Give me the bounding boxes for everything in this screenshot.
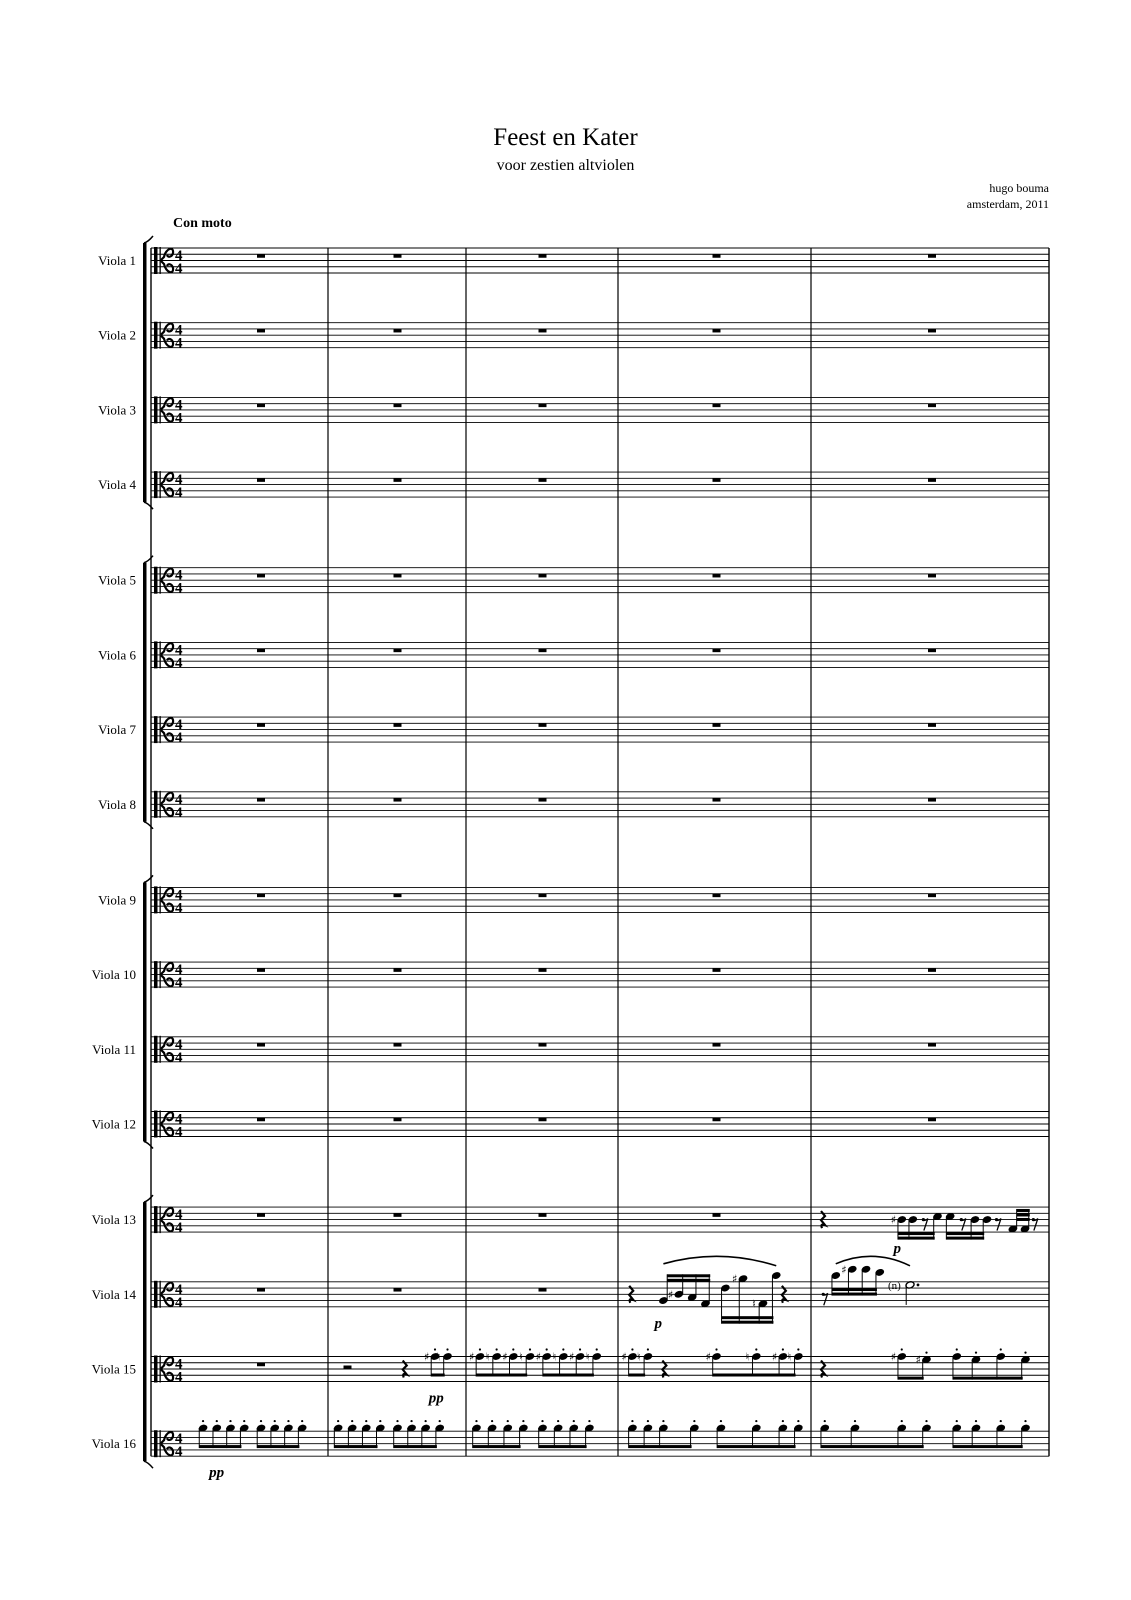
beam xyxy=(1017,1218,1030,1221)
alto-clef-thin-bar xyxy=(160,567,161,594)
rest-dot xyxy=(922,1218,925,1221)
staff-label: Viola 11 xyxy=(92,1041,136,1057)
whole-rest xyxy=(257,798,265,802)
time-signature-top: 4 xyxy=(175,322,183,339)
staccato-dot xyxy=(662,1420,664,1422)
staccato-dot xyxy=(351,1420,353,1422)
staccato-dot xyxy=(596,1348,598,1350)
composer-name: hugo bouma xyxy=(989,181,1049,195)
alto-clef-thick-bar xyxy=(154,1036,158,1063)
beam xyxy=(832,1293,877,1296)
staccato-dot xyxy=(365,1420,367,1422)
alto-clef-thick-bar xyxy=(154,791,158,818)
beam xyxy=(629,1445,692,1448)
time-signature-bottom: 4 xyxy=(175,900,183,917)
accidental-natural-icon: ♮ xyxy=(585,1350,590,1364)
staccato-dot xyxy=(647,1348,649,1350)
staff-label: Viola 5 xyxy=(98,572,136,588)
time-signature-top: 4 xyxy=(175,397,183,414)
time-signature-bottom: 4 xyxy=(175,485,183,502)
staff-label: Viola 12 xyxy=(91,1116,136,1132)
time-signature-top: 4 xyxy=(175,567,183,584)
whole-rest xyxy=(257,894,265,898)
whole-rest xyxy=(928,1118,936,1122)
whole-rest xyxy=(928,329,936,333)
whole-rest xyxy=(539,1043,547,1047)
whole-rest xyxy=(928,478,936,482)
whole-rest xyxy=(394,404,402,408)
accidental-sharp-icon: ♯ xyxy=(621,1350,627,1364)
alto-clef-thin-bar xyxy=(160,1281,161,1308)
accidental-sharp-icon: ♯ xyxy=(502,1350,508,1364)
beam xyxy=(898,1232,935,1235)
whole-rest xyxy=(928,723,936,727)
staff-label: Viola 10 xyxy=(91,967,136,983)
time-signature-top: 4 xyxy=(175,1356,183,1373)
whole-rest xyxy=(257,723,265,727)
accidental-sharp-icon: ♯ xyxy=(890,1350,897,1364)
beam xyxy=(722,1321,774,1324)
staccato-dot xyxy=(797,1420,799,1422)
whole-rest xyxy=(713,478,721,482)
staff-label: Viola 13 xyxy=(91,1212,136,1228)
beam xyxy=(431,1374,445,1377)
time-signature-bottom: 4 xyxy=(175,261,183,277)
whole-rest xyxy=(713,968,721,972)
staccato-dot xyxy=(479,1348,481,1350)
accidental-natural-icon: ♮ xyxy=(518,1350,523,1364)
whole-rest xyxy=(394,894,402,898)
time-signature-bottom: 4 xyxy=(175,335,183,352)
staccato-dot xyxy=(410,1420,412,1422)
whole-rest xyxy=(713,404,721,408)
staccato-dot xyxy=(274,1420,276,1422)
staccato-dot xyxy=(379,1420,381,1422)
whole-rest xyxy=(713,723,721,727)
accidental-natural-icon: ♮ xyxy=(552,1350,557,1364)
staccato-dot xyxy=(496,1348,498,1350)
whole-rest xyxy=(539,478,547,482)
alto-clef-thick-bar xyxy=(154,1430,158,1457)
score-title: Feest en Kater xyxy=(493,124,638,151)
alto-clef-thin-bar xyxy=(160,791,161,818)
whole-rest xyxy=(394,1213,402,1217)
staff-label: Viola 14 xyxy=(91,1286,136,1302)
staccato-dot xyxy=(1000,1420,1002,1422)
whole-rest xyxy=(394,574,402,578)
alto-clef-thick-bar xyxy=(154,641,158,668)
beam xyxy=(898,1377,924,1380)
time-signature-bottom: 4 xyxy=(175,580,183,597)
beam xyxy=(946,1232,984,1235)
alto-clef-thick-bar xyxy=(154,396,158,423)
whole-rest xyxy=(539,1288,547,1292)
staccato-dot xyxy=(901,1348,903,1350)
time-signature-top: 4 xyxy=(175,962,183,979)
staccato-dot xyxy=(512,1348,514,1350)
staccato-dot xyxy=(396,1420,398,1422)
whole-rest xyxy=(394,329,402,333)
beam xyxy=(667,1279,710,1282)
beam xyxy=(199,1445,241,1448)
staccato-dot xyxy=(975,1352,977,1354)
whole-rest xyxy=(539,798,547,802)
time-signature-bottom: 4 xyxy=(175,1294,183,1311)
staccato-dot xyxy=(287,1420,289,1422)
staccato-dot xyxy=(541,1420,543,1422)
whole-rest xyxy=(539,574,547,578)
staff-label: Viola 7 xyxy=(98,722,136,738)
staccato-dot xyxy=(720,1420,722,1422)
slur xyxy=(663,1256,776,1266)
group-bracket xyxy=(143,882,147,1141)
bracket-bottom-curl xyxy=(144,1461,153,1468)
accidental-sharp-icon: ♯ xyxy=(732,1272,738,1286)
dynamic-marking: p xyxy=(654,1315,663,1332)
staccato-dot xyxy=(229,1420,231,1422)
cautionary-natural-accidental: (n) xyxy=(888,1279,901,1292)
staccato-dot xyxy=(425,1420,427,1422)
accidental-sharp-icon: ♯ xyxy=(468,1350,475,1364)
staccato-dot xyxy=(647,1420,649,1422)
whole-rest xyxy=(257,1118,265,1122)
time-signature-top: 4 xyxy=(175,1111,183,1128)
whole-rest xyxy=(394,798,402,802)
slur xyxy=(836,1256,910,1266)
accidental-sharp-icon: ♯ xyxy=(569,1350,575,1364)
staccato-dot xyxy=(1024,1420,1026,1422)
accidental-natural-icon: ♮ xyxy=(485,1350,490,1364)
time-signature-bottom: 4 xyxy=(175,1444,183,1461)
accidental-natural-icon: ♮ xyxy=(636,1350,641,1364)
alto-clef-thick-bar xyxy=(154,1281,158,1308)
whole-rest xyxy=(257,1288,265,1292)
whole-rest xyxy=(539,404,547,408)
whole-rest xyxy=(394,1288,402,1292)
staccato-dot xyxy=(925,1420,927,1422)
alto-clef-thin-bar xyxy=(160,961,161,988)
group-bracket xyxy=(143,243,147,502)
staccato-dot xyxy=(901,1420,903,1422)
staff-label: Viola 3 xyxy=(98,402,136,418)
time-signature-bottom: 4 xyxy=(175,1124,183,1141)
time-signature-bottom: 4 xyxy=(175,804,183,821)
accidental-sharp-icon: ♯ xyxy=(841,1263,847,1277)
alto-clef-thick-bar xyxy=(154,961,158,988)
staccato-dot xyxy=(243,1420,245,1422)
beam xyxy=(473,1445,521,1448)
score-subtitle: voor zestien altviolen xyxy=(496,157,635,174)
accidental-sharp-icon: ♯ xyxy=(771,1350,778,1364)
whole-rest xyxy=(257,1363,265,1367)
accidental-natural-icon: ♮ xyxy=(745,1350,750,1364)
whole-rest xyxy=(257,478,265,482)
accidental-natural-icon: ♮ xyxy=(787,1350,792,1364)
whole-rest xyxy=(713,329,721,333)
rest-dot xyxy=(822,1293,825,1296)
dynamic-marking: pp xyxy=(428,1390,444,1407)
time-signature-top: 4 xyxy=(175,642,183,659)
staccato-dot xyxy=(202,1420,204,1422)
whole-rest xyxy=(928,798,936,802)
beam xyxy=(543,1374,594,1377)
whole-rest xyxy=(394,1118,402,1122)
whole-rest xyxy=(394,1043,402,1047)
whole-rest xyxy=(928,1043,936,1047)
alto-clef-thin-bar xyxy=(160,716,161,743)
staccato-dot xyxy=(715,1348,717,1350)
augmentation-dot xyxy=(917,1284,920,1287)
whole-rest xyxy=(394,723,402,727)
staccato-dot xyxy=(491,1420,493,1422)
dynamic-marking: pp xyxy=(209,1465,225,1482)
staccato-dot xyxy=(557,1420,559,1422)
whole-rest xyxy=(928,649,936,653)
time-signature-bottom: 4 xyxy=(175,730,183,747)
alto-clef-thin-bar xyxy=(160,1206,161,1233)
rest-dot xyxy=(960,1218,963,1221)
staccato-dot xyxy=(797,1348,799,1350)
staccato-dot xyxy=(1024,1352,1026,1354)
beam xyxy=(953,1445,1023,1448)
staccato-dot xyxy=(755,1348,757,1350)
whole-rest xyxy=(928,968,936,972)
alto-clef-thin-bar xyxy=(160,471,161,498)
time-signature-bottom: 4 xyxy=(175,975,183,992)
whole-rest xyxy=(928,254,936,258)
staccato-dot xyxy=(562,1348,564,1350)
staccato-dot xyxy=(446,1348,448,1350)
accidental-natural-icon: ♮ xyxy=(751,1297,756,1311)
time-signature-bottom: 4 xyxy=(175,410,183,427)
time-signature-top: 4 xyxy=(175,717,183,734)
staff-label: Viola 1 xyxy=(98,253,136,268)
beam xyxy=(898,1237,935,1240)
staccato-dot xyxy=(631,1348,633,1350)
whole-rest xyxy=(713,1118,721,1122)
time-signature-top: 4 xyxy=(175,1207,183,1224)
whole-rest xyxy=(257,1043,265,1047)
alto-clef-thin-bar xyxy=(160,1430,161,1457)
alto-clef-thin-bar xyxy=(160,1036,161,1063)
staccato-dot xyxy=(522,1420,524,1422)
beam xyxy=(713,1374,796,1377)
accidental-sharp-icon: ♯ xyxy=(424,1350,430,1364)
accidental-sharp-icon: ♯ xyxy=(667,1288,674,1302)
staccato-dot xyxy=(824,1420,826,1422)
whole-rest xyxy=(257,254,265,258)
beam xyxy=(1017,1209,1030,1212)
beam xyxy=(476,1374,527,1377)
whole-rest xyxy=(257,968,265,972)
whole-rest xyxy=(539,329,547,333)
staccato-dot xyxy=(854,1420,856,1422)
staccato-dot xyxy=(529,1348,531,1350)
whole-rest xyxy=(713,894,721,898)
alto-clef-thin-bar xyxy=(160,1111,161,1138)
dynamic-marking: p xyxy=(893,1241,901,1258)
accidental-sharp-icon: ♯ xyxy=(890,1213,897,1227)
staccato-dot xyxy=(573,1420,575,1422)
alto-clef-thin-bar xyxy=(160,247,161,274)
whole-rest xyxy=(713,254,721,258)
staccato-dot xyxy=(475,1420,477,1422)
staff-label: Viola 6 xyxy=(98,647,136,663)
whole-rest xyxy=(257,574,265,578)
alto-clef-thick-bar xyxy=(154,716,158,743)
accidental-sharp-icon: ♯ xyxy=(535,1350,541,1364)
beam xyxy=(539,1445,587,1448)
staccato-dot xyxy=(693,1420,695,1422)
whole-rest xyxy=(394,478,402,482)
staccato-dot xyxy=(301,1420,303,1422)
whole-rest xyxy=(713,1213,721,1217)
staccato-dot xyxy=(1000,1348,1002,1350)
beam xyxy=(334,1445,377,1448)
alto-clef-thin-bar xyxy=(160,641,161,668)
time-signature-bottom: 4 xyxy=(175,1049,183,1066)
whole-rest xyxy=(257,329,265,333)
time-signature-top: 4 xyxy=(175,791,183,808)
staff-label: Viola 4 xyxy=(98,477,136,493)
staccato-dot xyxy=(925,1352,927,1354)
whole-rest xyxy=(713,649,721,653)
alto-clef-thin-bar xyxy=(160,322,161,349)
whole-rest xyxy=(539,894,547,898)
place-and-date: amsterdam, 2011 xyxy=(966,197,1049,211)
time-signature-top: 4 xyxy=(175,472,183,489)
whole-rest xyxy=(539,723,547,727)
staff-label: Viola 9 xyxy=(98,892,136,908)
staccato-dot xyxy=(546,1348,548,1350)
beam xyxy=(1017,1213,1030,1216)
beam xyxy=(394,1445,437,1448)
alto-clef-thick-bar xyxy=(154,471,158,498)
whole-rest xyxy=(713,798,721,802)
time-signature-top: 4 xyxy=(175,1431,183,1448)
whole-rest xyxy=(928,894,936,898)
whole-rest xyxy=(928,574,936,578)
whole-rest xyxy=(257,404,265,408)
staccato-dot xyxy=(782,1420,784,1422)
staccato-dot xyxy=(956,1420,958,1422)
alto-clef-thick-bar xyxy=(154,1111,158,1138)
time-signature-bottom: 4 xyxy=(175,1220,183,1237)
staff-label: Viola 16 xyxy=(91,1436,136,1452)
staccato-dot xyxy=(975,1420,977,1422)
accidental-sharp-icon: ♯ xyxy=(705,1350,711,1364)
alto-clef-thin-bar xyxy=(160,396,161,423)
beam xyxy=(722,1316,774,1319)
alto-clef-thick-bar xyxy=(154,567,158,594)
staccato-dot xyxy=(260,1420,262,1422)
whole-rest xyxy=(928,404,936,408)
whole-rest xyxy=(394,649,402,653)
whole-rest xyxy=(394,968,402,972)
time-signature-bottom: 4 xyxy=(175,1369,183,1386)
whole-rest xyxy=(539,1213,547,1217)
rest-dot xyxy=(1032,1218,1035,1221)
whole-rest xyxy=(713,1043,721,1047)
time-signature-top: 4 xyxy=(175,248,183,264)
beam xyxy=(832,1288,877,1291)
alto-clef-thick-bar xyxy=(154,886,158,913)
alto-clef-thin-bar xyxy=(160,886,161,913)
staff-label: Viola 2 xyxy=(98,327,136,343)
bracket-top-curl xyxy=(144,236,153,243)
time-signature-top: 4 xyxy=(175,1281,183,1298)
rest-dot xyxy=(995,1218,998,1221)
beam xyxy=(667,1274,710,1277)
whole-rest xyxy=(257,649,265,653)
half-rest xyxy=(344,1366,352,1370)
staccato-dot xyxy=(216,1420,218,1422)
whole-rest xyxy=(539,649,547,653)
staccato-dot xyxy=(755,1420,757,1422)
whole-rest xyxy=(713,574,721,578)
beam xyxy=(821,1445,924,1448)
accidental-sharp-icon: ♯ xyxy=(915,1353,921,1367)
staff-label: Viola 8 xyxy=(98,796,136,812)
staccato-dot xyxy=(507,1420,509,1422)
beam xyxy=(717,1445,795,1448)
staff-label: Viola 15 xyxy=(91,1361,136,1377)
beam xyxy=(257,1445,299,1448)
alto-clef-thick-bar xyxy=(154,247,158,274)
beam xyxy=(629,1374,645,1377)
whole-rest xyxy=(539,1118,547,1122)
whole-rest xyxy=(394,254,402,258)
alto-clef-thick-bar xyxy=(154,1356,158,1383)
staccato-dot xyxy=(631,1420,633,1422)
alto-clef-thick-bar xyxy=(154,1206,158,1233)
whole-rest xyxy=(539,968,547,972)
staccato-dot xyxy=(588,1420,590,1422)
staccato-dot xyxy=(782,1348,784,1350)
time-signature-bottom: 4 xyxy=(175,655,183,672)
staccato-dot xyxy=(337,1420,339,1422)
alto-clef-thin-bar xyxy=(160,1356,161,1383)
group-bracket xyxy=(143,563,147,822)
tempo-marking: Con moto xyxy=(173,216,232,231)
staccato-dot xyxy=(579,1348,581,1350)
staccato-dot xyxy=(439,1420,441,1422)
whole-rest xyxy=(539,254,547,258)
whole-rest xyxy=(257,1213,265,1217)
alto-clef-thick-bar xyxy=(154,322,158,349)
accidental-natural-icon: ♮ xyxy=(436,1350,441,1364)
beam xyxy=(946,1237,984,1240)
group-bracket xyxy=(143,1202,147,1461)
staccato-dot xyxy=(956,1348,958,1350)
time-signature-top: 4 xyxy=(175,1036,183,1053)
time-signature-top: 4 xyxy=(175,887,183,904)
beam xyxy=(953,1377,1023,1380)
